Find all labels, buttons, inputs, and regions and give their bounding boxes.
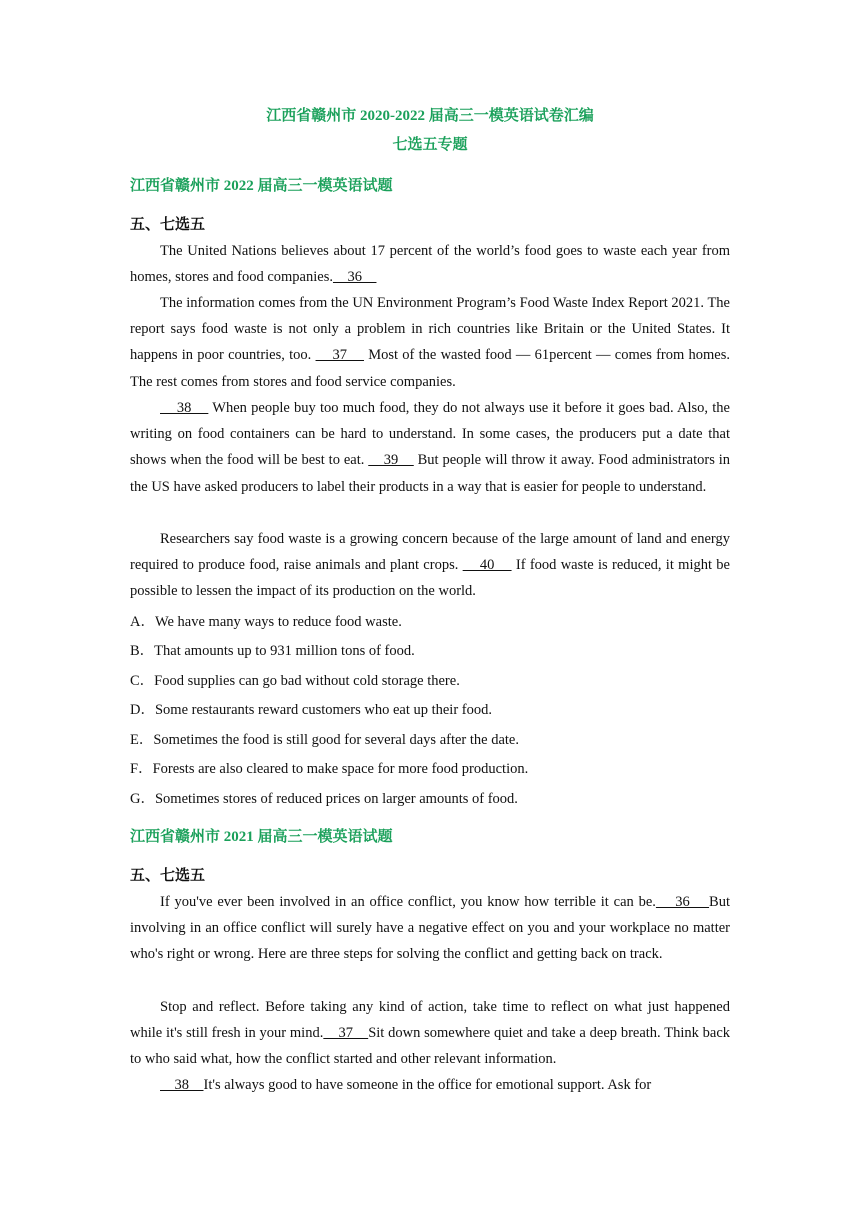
option-e: E．Sometimes the food is still good for several days after the date. — [130, 732, 519, 748]
paragraph-4-2022 — [130, 526, 730, 605]
part-label-2021: 五、七选五 — [130, 868, 206, 884]
paragraph-text: Most of the wasted food — 61percent — comes from homes. The rest comes from stores and food service companies. — [130, 347, 730, 390]
option-a: A．We have many ways to reduce food waste. — [130, 614, 402, 630]
paragraph-text: The United Nations believes about 17 percent of the world’s food goes to waste each year from homes, stores and food companies. — [130, 243, 730, 286]
section-heading-2022: 江西省赣州市 2022 届高三一模英语试题 — [130, 178, 393, 194]
blank-38: 38 — [160, 1077, 204, 1093]
paragraph-1-2022 — [130, 238, 730, 290]
document-subtitle: 七选五专题 — [392, 137, 468, 153]
paragraph-text: The information comes from the UN Environment Program’s Food Waste Index Report 2021. The report says food waste is not only a problem in rich countries like Britain or the United States. It happens in poor countries, too. — [130, 295, 730, 364]
blank-40: 40 — [462, 557, 512, 574]
paragraph-text: If food waste is reduced, it might be possible to lessen the impact of its production on the world. — [130, 557, 730, 600]
blank-36: 36 — [332, 269, 377, 286]
option-b: B．That amounts up to 931 million tons of food. — [130, 643, 415, 659]
option-f: F．Forests are also cleared to make space for more food production. — [130, 761, 529, 777]
section-heading-2021: 江西省赣州市 2021 届高三一模英语试题 — [130, 829, 393, 845]
paragraph-text: If you've ever been involved in an office conflict, you know how terrible it can be. — [160, 894, 656, 910]
option-d: D．Some restaurants reward customers who eat up their food. — [130, 702, 492, 718]
blank-37: 37 — [323, 1025, 369, 1042]
paragraph-1-2021 — [130, 889, 730, 968]
paragraph-text: Researchers say food waste is a growing concern because of the large amount of land and energy required to produce food, raise animals and plant crops. — [130, 531, 730, 574]
paragraph-3-2021 — [130, 1072, 730, 1098]
paragraph-3-2022 — [130, 395, 730, 500]
blank-36: 36 — [655, 894, 710, 910]
paragraph-text: When people buy too much food, they do not always use it before it goes bad. Also, the writing on food containers can be hard to understand. In some cases, the producers put a date that shows when the food will be best to eat. — [130, 400, 730, 469]
paragraph-text: But people will throw it away. Food administrators in the US have asked producers to label their products in a way that is easier for people to understand. — [130, 452, 730, 495]
paragraph-text: But involving in an office conflict will surely have a negative effect on you and your workplace no matter who's right or wrong. Here are three steps for solving the conflict and getting back on track. — [130, 894, 730, 963]
paragraph-2-2022 — [130, 290, 730, 395]
option-c: C．Food supplies can go bad without cold storage there. — [130, 673, 460, 689]
paragraph-text: It's always good to have someone in the office for emotional support. Ask for — [203, 1077, 652, 1093]
blank-39: 39 — [368, 452, 414, 469]
blank-37: 37 — [315, 347, 364, 364]
document-title: 江西省赣州市 2020-2022 届高三一模英语试卷汇编 — [266, 108, 594, 124]
paragraph-2-2021 — [130, 994, 730, 1073]
paragraph-text: Sit down somewhere quiet and take a deep breath. Think back to who said what, how the conflict started and other relevant information. — [130, 1025, 731, 1068]
part-label-2022: 五、七选五 — [130, 217, 206, 233]
paragraph-text: Stop and reflect. Before taking any kind of action, take time to reflect on what just happened while it's still fresh in your mind. — [130, 999, 730, 1042]
blank-38: 38 — [160, 400, 209, 416]
option-g: G．Sometimes stores of reduced prices on larger amounts of food. — [130, 791, 518, 807]
